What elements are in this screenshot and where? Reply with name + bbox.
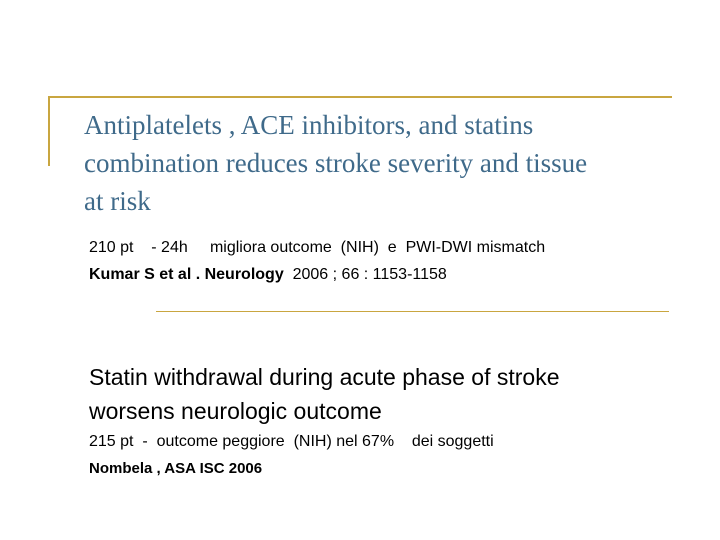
- study2-heading-line-2: worsens neurologic outcome: [89, 398, 382, 424]
- title-frame-top-line: [48, 96, 672, 98]
- study2-citation: Nombela , ASA ISC 2006: [89, 460, 263, 477]
- study1-citation-reference: 2006 ; 66 : 1153-1158: [283, 266, 447, 283]
- study1-citation: [89, 266, 447, 284]
- slide-title-line-2: combination reduces stroke severity and tissue: [84, 148, 588, 178]
- study2-details: 215 pt - outcome peggiore (NIH) nel 67% dei soggetti: [89, 433, 494, 450]
- slide-title-line-1: Antiplatelets , ACE inhibitors, and statins: [84, 110, 534, 140]
- section-divider: [156, 311, 669, 312]
- title-frame-left-line: [48, 96, 50, 166]
- study1-citation-authors: Kumar S et al . Neurology: [89, 266, 284, 283]
- study2-heading-line-1: Statin withdrawal during acute phase of stroke: [89, 364, 560, 390]
- slide-title: [84, 106, 684, 220]
- slide-title-line-3: at risk: [84, 186, 151, 216]
- study1-details: 210 pt - 24h migliora outcome (NIH) e PWI-DWI mismatch: [89, 239, 546, 256]
